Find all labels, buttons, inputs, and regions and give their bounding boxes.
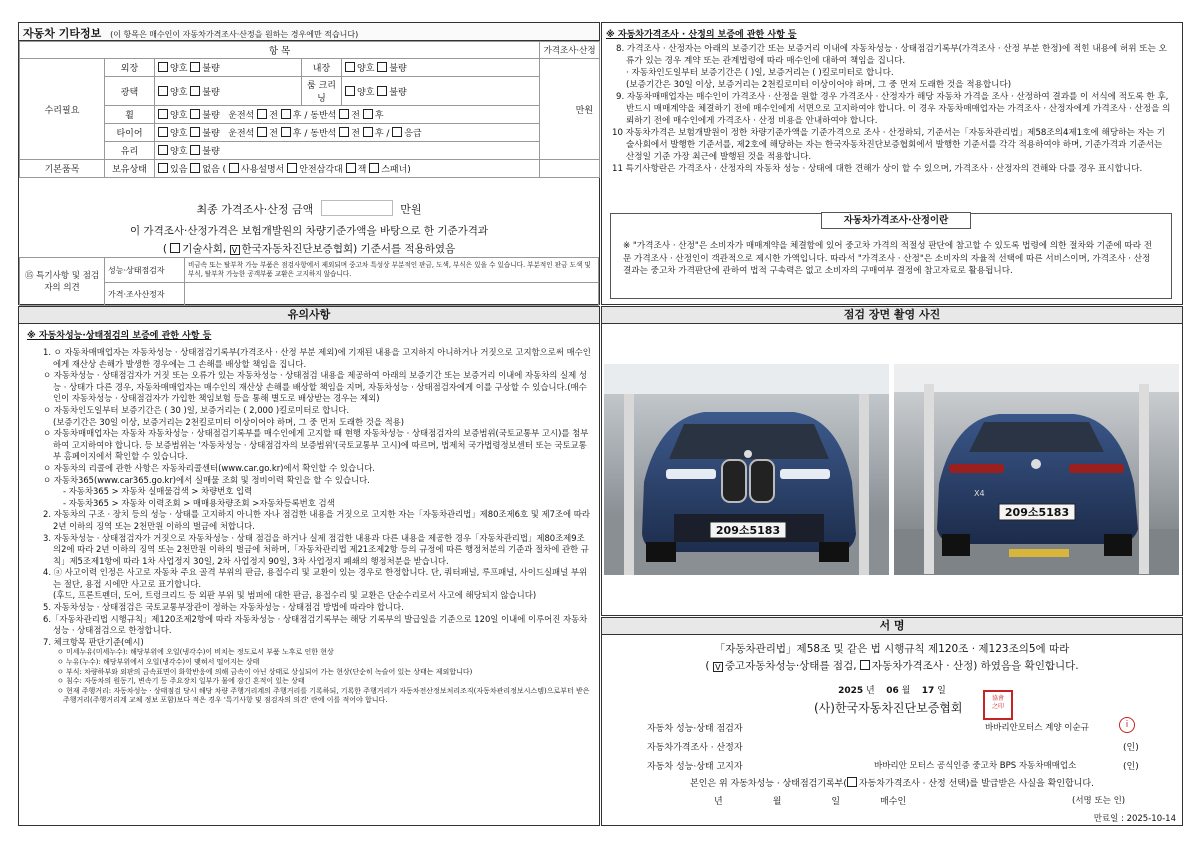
sig-inspector-value: 바바리안모터스 계양 이순규 — [985, 723, 1089, 733]
rear-plate-text: 209소5183 — [1004, 506, 1070, 519]
kadi-checkbox[interactable]: V — [230, 245, 240, 255]
notice-item-7e: ㅇ 현재 주행거리: 자동차성능 · 상태점검 당시 해당 차량 주행거리계의 주행거리를 기록하되, 기록한 주행거리가 자동차전산정보처리조직(자동차관리정보시스템)으로부터 받은 주행거리(주행거리계 교체 정보 포함)보다 적은 경우 '특기사항 및 점검자의 의견' 란에 이를 적어야 합니다. — [57, 686, 590, 705]
sig-buyer-date: 년 월 일 매수인 — [714, 797, 907, 807]
notice-item-1c: ㅇ 자동차인도일부터 보증기간은 ( 30 )일, 보증거리는 ( 2,000 )킬로미터로 합니다. — [43, 404, 350, 415]
photo-header: 점검 장면 촬영 사진 — [602, 307, 1182, 324]
pg-item-10: 10 자동차가격은 보험개발원이 정한 차량기준가액을 기준가격으로 조사 · 산정하되, 기준서는「자동차관리법」제58조의4제1호에 해당하는 자는 기술사회에서 발행한 기준서를, 제2호에 해당하는 자는 한국자동차진단보증협회에서 발행한 기준서를 각각 적용하여야 하며, 기준가격과 기준서는 산정일 기준 가장 최근에 발행된 것을 적용합니다. — [612, 128, 1166, 162]
rear-car-image — [894, 364, 1179, 575]
tire-passenger-front-checkbox[interactable] — [339, 127, 349, 137]
sig-receipt: 본인은 위 자동차성능 · 상태점검기록부( 자동차가격조사 · 산정 선택)를 발급받은 사실을 확인합니다. — [690, 779, 1094, 789]
price-definition-box — [610, 213, 1172, 299]
price-manwon: 만원 — [540, 59, 600, 160]
col-item: 항 목 — [20, 42, 540, 59]
glass-options: 양호 불량 — [155, 142, 600, 160]
other-info-section — [18, 22, 600, 305]
sig-price-person-label: 자동차가격조사 · 산정자 — [647, 743, 743, 753]
final-price-unit: 만원 — [400, 203, 422, 216]
sig-year: 2025 — [838, 686, 864, 696]
notice-item-7: 7. 체크항목 판단기준(예시) — [43, 636, 144, 647]
wheel-passenger-front-checkbox[interactable] — [339, 109, 349, 119]
tire-options: 양호 불량 운전석 전 후 / 동반석 전 후 / 응급 — [155, 124, 600, 142]
triangle-checkbox[interactable] — [287, 163, 297, 173]
price-guarantee-section — [601, 22, 1183, 305]
final-price-input[interactable] — [321, 200, 393, 216]
price-guarantee-title: ※ 자동차가격조사 · 산정의 보증에 관한 사항 등 — [606, 30, 797, 40]
holding-have-checkbox[interactable] — [158, 163, 168, 173]
price-person-notes — [185, 283, 599, 306]
notice-item-1f: ㅇ 자동차의 리콜에 관한 사항은 자동차리콜센터(www.car.go.kr)에서 확인할 수 있습니다. — [43, 462, 375, 473]
notice-section — [18, 306, 600, 826]
wheel-passenger-rear-checkbox[interactable] — [363, 109, 373, 119]
row-glass: 유리 — [105, 142, 155, 160]
notice-item-1h: - 자동차365 > 자동차 실매물검색 > 차량번호 입력 — [63, 486, 253, 497]
other-info-header — [19, 23, 599, 41]
pg-item-8-sub1: · 자동차인도일부터 보증기간은 ( )일, 보증거리는 ( )킬로미터로 합니다. — [626, 68, 894, 78]
photo-section — [601, 306, 1183, 616]
glass-bad-checkbox[interactable] — [190, 145, 200, 155]
price-definition-text: ※ "가격조사 · 산정"은 소비자가 매매계약을 체결함에 있어 중고차 가격의 적절성 판단에 참고할 수 있도록 법령에 의한 절차와 기준에 따라 전문 가격조사 · 산정인이 객관적으로 제시한 가액입니다. 따라서 "가격조사 · 산정"은 소비자의 자율적 선택에 따른 서비스이며, 가격조사 · 산정 결과는 중고차 가격판단에 관하여 법적 구속력은 없고 소비자의 구매여부 결정에 참고자료로 활용됩니다. — [623, 241, 1153, 276]
row-gloss: 광택 — [105, 77, 155, 106]
basic-price — [540, 160, 600, 178]
gloss-options: 양호 불량 — [155, 77, 302, 106]
interior-good-checkbox[interactable] — [345, 62, 355, 72]
wheel-bad-checkbox[interactable] — [190, 109, 200, 119]
tire-bad-checkbox[interactable] — [190, 127, 200, 137]
rear-photo — [894, 364, 1179, 575]
pg-item-9: 9. 자동차매매업자는 매수인이 가격조사 · 산정을 원할 경우 가격조사 · 산정자가 해당 자동차 가격을 조사 · 산정하여 결과를 이 서식에 적도록 한 후, 반드시 매매계약을 체결하기 전에 매수인에게 서면으로 고지하여야 합니다. 이 경우 자동차매매업자는 가격조사 · 산정자에게 가격조사 · 산정을 의뢰하기 전에 매수인에게 가격조사 · 산정 비용을 안내하여야 합니다. — [616, 92, 1171, 126]
sig-day: 17 — [921, 686, 935, 696]
room-clean-bad-checkbox[interactable] — [377, 86, 387, 96]
sig-org: (사)한국자동차진단보증협회 — [814, 701, 963, 715]
basic-label: 기본품목 — [20, 160, 105, 178]
basis-standard-row: ( 기술사회, V 한국자동차진단보증협회) 기준서를 적용하였음 — [162, 243, 456, 255]
perf-notes: 비금속 또는 탈부착 가능 부품은 점검사항에서 제외되며 중고차 특성상 부분적인 판금, 도색, 부식은 있을 수 있습니다. 부분적인 판금 도색 및 부식, 탈부착 가능한 공객부품 교환은 고지하지 않습니다. — [185, 258, 599, 283]
price-definition-title: 자동차가격조사·산정이란 — [821, 212, 971, 229]
gloss-bad-checkbox[interactable] — [190, 86, 200, 96]
exterior-good-checkbox[interactable] — [158, 62, 168, 72]
wheel-driver-rear-checkbox[interactable] — [281, 109, 291, 119]
tire-passenger-rear-checkbox[interactable] — [363, 127, 373, 137]
final-price-block — [19, 195, 599, 255]
front-plate-text: 209소5183 — [715, 524, 781, 537]
sig-notifier-value: 바바리안 모터스 공식인증 중고차 BPS 자동차매매업소 — [874, 761, 1077, 771]
notice-item-7d: ㅇ 침수: 자동차의 원동기, 변속기 등 주요장치 일부가 물에 잠긴 흔적이 있는 상태 — [57, 677, 305, 686]
gloss-good-checkbox[interactable] — [158, 86, 168, 96]
sig-date: 2025 년 06 월 17 일 — [838, 686, 946, 696]
notice-item-7a: ㅇ 미세누유(미세누수): 해당부위에 오일(냉각수)이 비치는 정도로서 부품 노후로 인한 현상 — [57, 648, 334, 657]
notice-item-6: 6.「자동차관리법 시행규칙」제120조제2항에 따라 자동차성능 · 상태점검기록부는 해당 기록부의 발급일을 기준으로 120일 이내에 이루어진 자동차 성능 · 상태점검으로 한정합니다. — [43, 613, 588, 636]
pg-item-8-sub2: (보증기간은 30일 이상, 보증거리는 2천킬로미터 이상이어야 하며, 그 중 먼저 도래한 것을 적용합니다) — [626, 80, 1012, 90]
row-tire: 타이어 — [105, 124, 155, 142]
manual-checkbox[interactable] — [229, 163, 239, 173]
pg-item-11: 11 특기사항란은 가격조사 · 산정자의 자동차 성능 · 상태에 대한 견해가 상이 할 수 있으며, 가격조사 · 산정자의 견해와 다를 경우 표시합니다. — [612, 164, 1143, 174]
notice-item-2: 2. 자동차의 구조 · 장치 등의 성능 · 상태를 고지하지 아니한 자나 점검한 내용을 거짓으로 고지한 자는「자동차관리법」제80조제6호 및 제7조에 따라 2년 이하의 징역 또는 2천만원 이하의 벌금에 처합니다. — [43, 509, 590, 531]
final-price-row — [19, 200, 599, 217]
signature-section — [601, 617, 1183, 826]
basis-text: 이 가격조사·산정가격은 보험개발원의 차량기준가액을 바탕으로 한 기준가격과 — [129, 225, 489, 237]
tire-driver-front-checkbox[interactable] — [257, 127, 267, 137]
price-person-label: 가격·조사산정자 — [105, 283, 185, 306]
front-photo — [604, 364, 889, 575]
sig-notifier-label: 자동차 성능·상태 고지자 — [647, 762, 743, 772]
notice-item-3: 3. 자동차성능 · 상태점검자가 거짓으로 자동차성능 · 상태 점검을 하거나 실제 점검한 내용과 다른 내용을 제공한 경우「자동차관리법」제80조제9조의2에 따라 2년 이하의 징역 또는 2천만원 이하의 벌금에 처하며,「자동차관리법 제21조제2항 등의 규정에 따른 행정처분의 기준과 절차에 관한 규칙」제5조제1항에 따라 1차 사업정지 30일, 2차 사업정지 90일, 3차 사업정지 폐쇄의 행정처분을 받습니다. — [43, 532, 589, 566]
holding-options: 있음 없음 ( 사용설명서 안전삼각대 잭 스패너) — [155, 160, 540, 178]
pg-item-8: 8. 가격조사 · 산정자는 아래의 보증기간 또는 보증거리 이내에 자동차성능 · 상태점검기록부(가격조사 · 산정 부분 한정)에 적힌 내용에 허위 또는 오류가 있는 경우 계약 또는 관계법령에 따라 매수인에 대하여 책임을 집니다. — [616, 44, 1167, 66]
price-check-checkbox[interactable] — [860, 660, 870, 670]
tire-driver-rear-checkbox[interactable] — [281, 127, 291, 137]
row-exterior: 외장 — [105, 59, 155, 77]
special-label: ⑮ 특기사항 및 점검자의 의견 — [20, 258, 105, 306]
notice-item-5: 5. 자동차성능 · 상태점검은 국토교통부장관이 정하는 자동차성능 · 상태점검 방법에 따라야 합니다. — [43, 602, 404, 613]
glass-good-checkbox[interactable] — [158, 145, 168, 155]
sig-month: 06 — [886, 686, 899, 696]
row-wheel: 휠 — [105, 106, 155, 124]
special-notes-table — [19, 257, 599, 306]
row-room-clean: 룸 크리닝 — [302, 77, 342, 106]
notice-item-7b: ㅇ 누유(누수): 해당부위에서 오일(냉각수)이 맺혀서 떨어지는 상태 — [57, 658, 260, 667]
row-holding: 보유상태 — [105, 160, 155, 178]
tire-emergency-checkbox[interactable] — [392, 127, 402, 137]
other-info-subtitle: (이 항목은 매수인이 자동차가격조사·산정을 원하는 경우에만 적습니다) — [110, 30, 359, 39]
signature-header: 서 명 — [602, 618, 1182, 635]
interior-options: 양호 불량 — [342, 59, 540, 77]
notice-header: 유의사항 — [19, 307, 599, 324]
notice-item-1: 1. ㅇ 자동차매매업자는 자동차성능 · 상태점검기록부(가격조사 · 산정 부분 제외)에 기재된 내용을 고지하지 아니하거나 거짓으로 고지함으로써 매수인에게 재산상 손해가 발생한 경우에는 그 손해를 배상할 책임을 집니다. — [43, 347, 591, 369]
notice-item-1e: ㅇ 자동차매매업자는 자동차 자동차성능 · 상태점검기록부를 매수인에게 고지할 때 현행 자동차성능 · 상태점검자의 보증범위(국토교통부 고시)를 첨부하여 고지하여야 합니다. 등 보증범위는 '자동차성능 · 상태점검자의 보증범위'(국토교통부 고시)에 따르며, 법제처 국가법령정보센터 또는 국토교통부 홈페이지에서 확인할 수 있습니다. — [43, 428, 589, 462]
sig-buyer-label: 매수인 — [880, 797, 907, 807]
spanner-checkbox[interactable] — [369, 163, 379, 173]
notice-title: ※ 자동차성능·상태점검의 보증에 관한 사항 등 — [27, 331, 212, 341]
notice-item-4: 4. ⓐ 사고이력 인정은 사고로 자동차 주요 골격 부위의 판금, 용접수리 및 교환이 있는 경우로 한정합니다. 단, 쿼터패널, 루프패널, 사이드실패널 부위는 절단, 용접 시에만 사고로 표기합니다. — [43, 567, 588, 589]
final-price-label: 최종 가격조사·산정 금액 — [196, 203, 314, 216]
holding-none-checkbox[interactable] — [190, 163, 200, 173]
notice-item-1b: ㅇ 자동차성능 · 상태점검자가 거짓 또는 오류가 있는 자동차성능 · 상태점검 내용을 제공하여 아래의 보증기간 또는 보증거리 이내에 자동차의 실제 성능 · 상태가 다른 경우, 자동차매매업자는 매수인의 재산상 손해를 배상할 책임을 지며, 자동차성능 · 상태점검자에게 이를 구상할 수 있습니다.(매수인이 자동차성능 · 상태점검자가 가입한 책임보험 등을 통해 별도로 배상받는 경우는 제외) — [43, 370, 587, 404]
notice-item-1d: (보증기간은 30일 이상, 보증거리는 2천킬로미터 이상이어야 하며, 그 중 먼저 도래한 것을 적용) — [53, 416, 405, 427]
front-car-image — [604, 364, 889, 575]
wheel-driver-front-checkbox[interactable] — [257, 109, 267, 119]
wheel-options: 양호 불량 운전석 전 후 / 동반석 전 후 — [155, 106, 600, 124]
notice-item-1i: - 자동차365 > 자동차 이력조회 > 매매용차량조회 >자동차등록번호 검색 — [63, 497, 335, 508]
sig-line-1: 「자동차관리법」제58조 및 같은 법 시행규칙 제120조 · 제123조의5에 따라 — [714, 643, 1070, 655]
rear-badge: X4 — [974, 489, 985, 498]
sig-inspector-label: 자동차 성능·상태 점검자 — [647, 724, 743, 734]
repair-label: 수리필요 — [20, 59, 105, 160]
exterior-options: 양호 불량 — [155, 59, 302, 77]
room-clean-good-checkbox[interactable] — [345, 86, 355, 96]
other-info-title: 자동차 기타정보 — [23, 27, 102, 40]
perf-check-checkbox[interactable]: V — [713, 662, 723, 672]
col-price: 가격조사·산정 — [540, 42, 600, 59]
notice-item-1g: ㅇ 자동차365(www.car365.go.kr)에서 실매물 조회 및 정비이력 확인을 할 수 있습니다. — [43, 474, 370, 485]
org-seal-icon: 協會 之印 — [983, 690, 1013, 720]
wheel-good-checkbox[interactable] — [158, 109, 168, 119]
jack-checkbox[interactable] — [346, 163, 356, 173]
sig-price-person-in: (인) — [1123, 743, 1139, 753]
perf-label: 성능·상태점검자 — [105, 258, 185, 283]
row-interior: 내장 — [302, 59, 342, 77]
room-clean-options: 양호 불량 — [342, 77, 540, 106]
inspector-seal-icon: i — [1119, 717, 1135, 733]
tire-good-checkbox[interactable] — [158, 127, 168, 137]
exterior-bad-checkbox[interactable] — [190, 62, 200, 72]
receipt-price-checkbox[interactable] — [847, 777, 857, 787]
sig-notifier-in: (인) — [1123, 762, 1139, 772]
tech-society-checkbox[interactable] — [170, 243, 180, 253]
sig-expiry: 만료일 : 2025-10-14 — [1093, 814, 1176, 824]
sig-or-seal: (서명 또는 인) — [1072, 796, 1126, 806]
other-info-table — [19, 41, 600, 178]
notice-item-7c: ㅇ 부식: 차량하부와 외판의 금속표면이 화학반응에 의해 금속이 아닌 상태로 상실되어 가는 현상(단순히 녹슬어 있는 상태는 제외합니다) — [57, 667, 473, 676]
notice-body — [19, 324, 599, 706]
sig-line-2: ( V 중고자동차성능·상태를 점검, 자동차가격조사 · 산정) 하였음을 확인합니다. — [705, 660, 1079, 672]
interior-bad-checkbox[interactable] — [377, 62, 387, 72]
notice-item-4b: (후드, 프론트펜더, 도어, 트렁크리드 등 외판 부위 및 범퍼에 대한 판금, 용접수리 및 교환은 단순수리로서 사고에 해당되지 않습니다) — [53, 590, 537, 601]
